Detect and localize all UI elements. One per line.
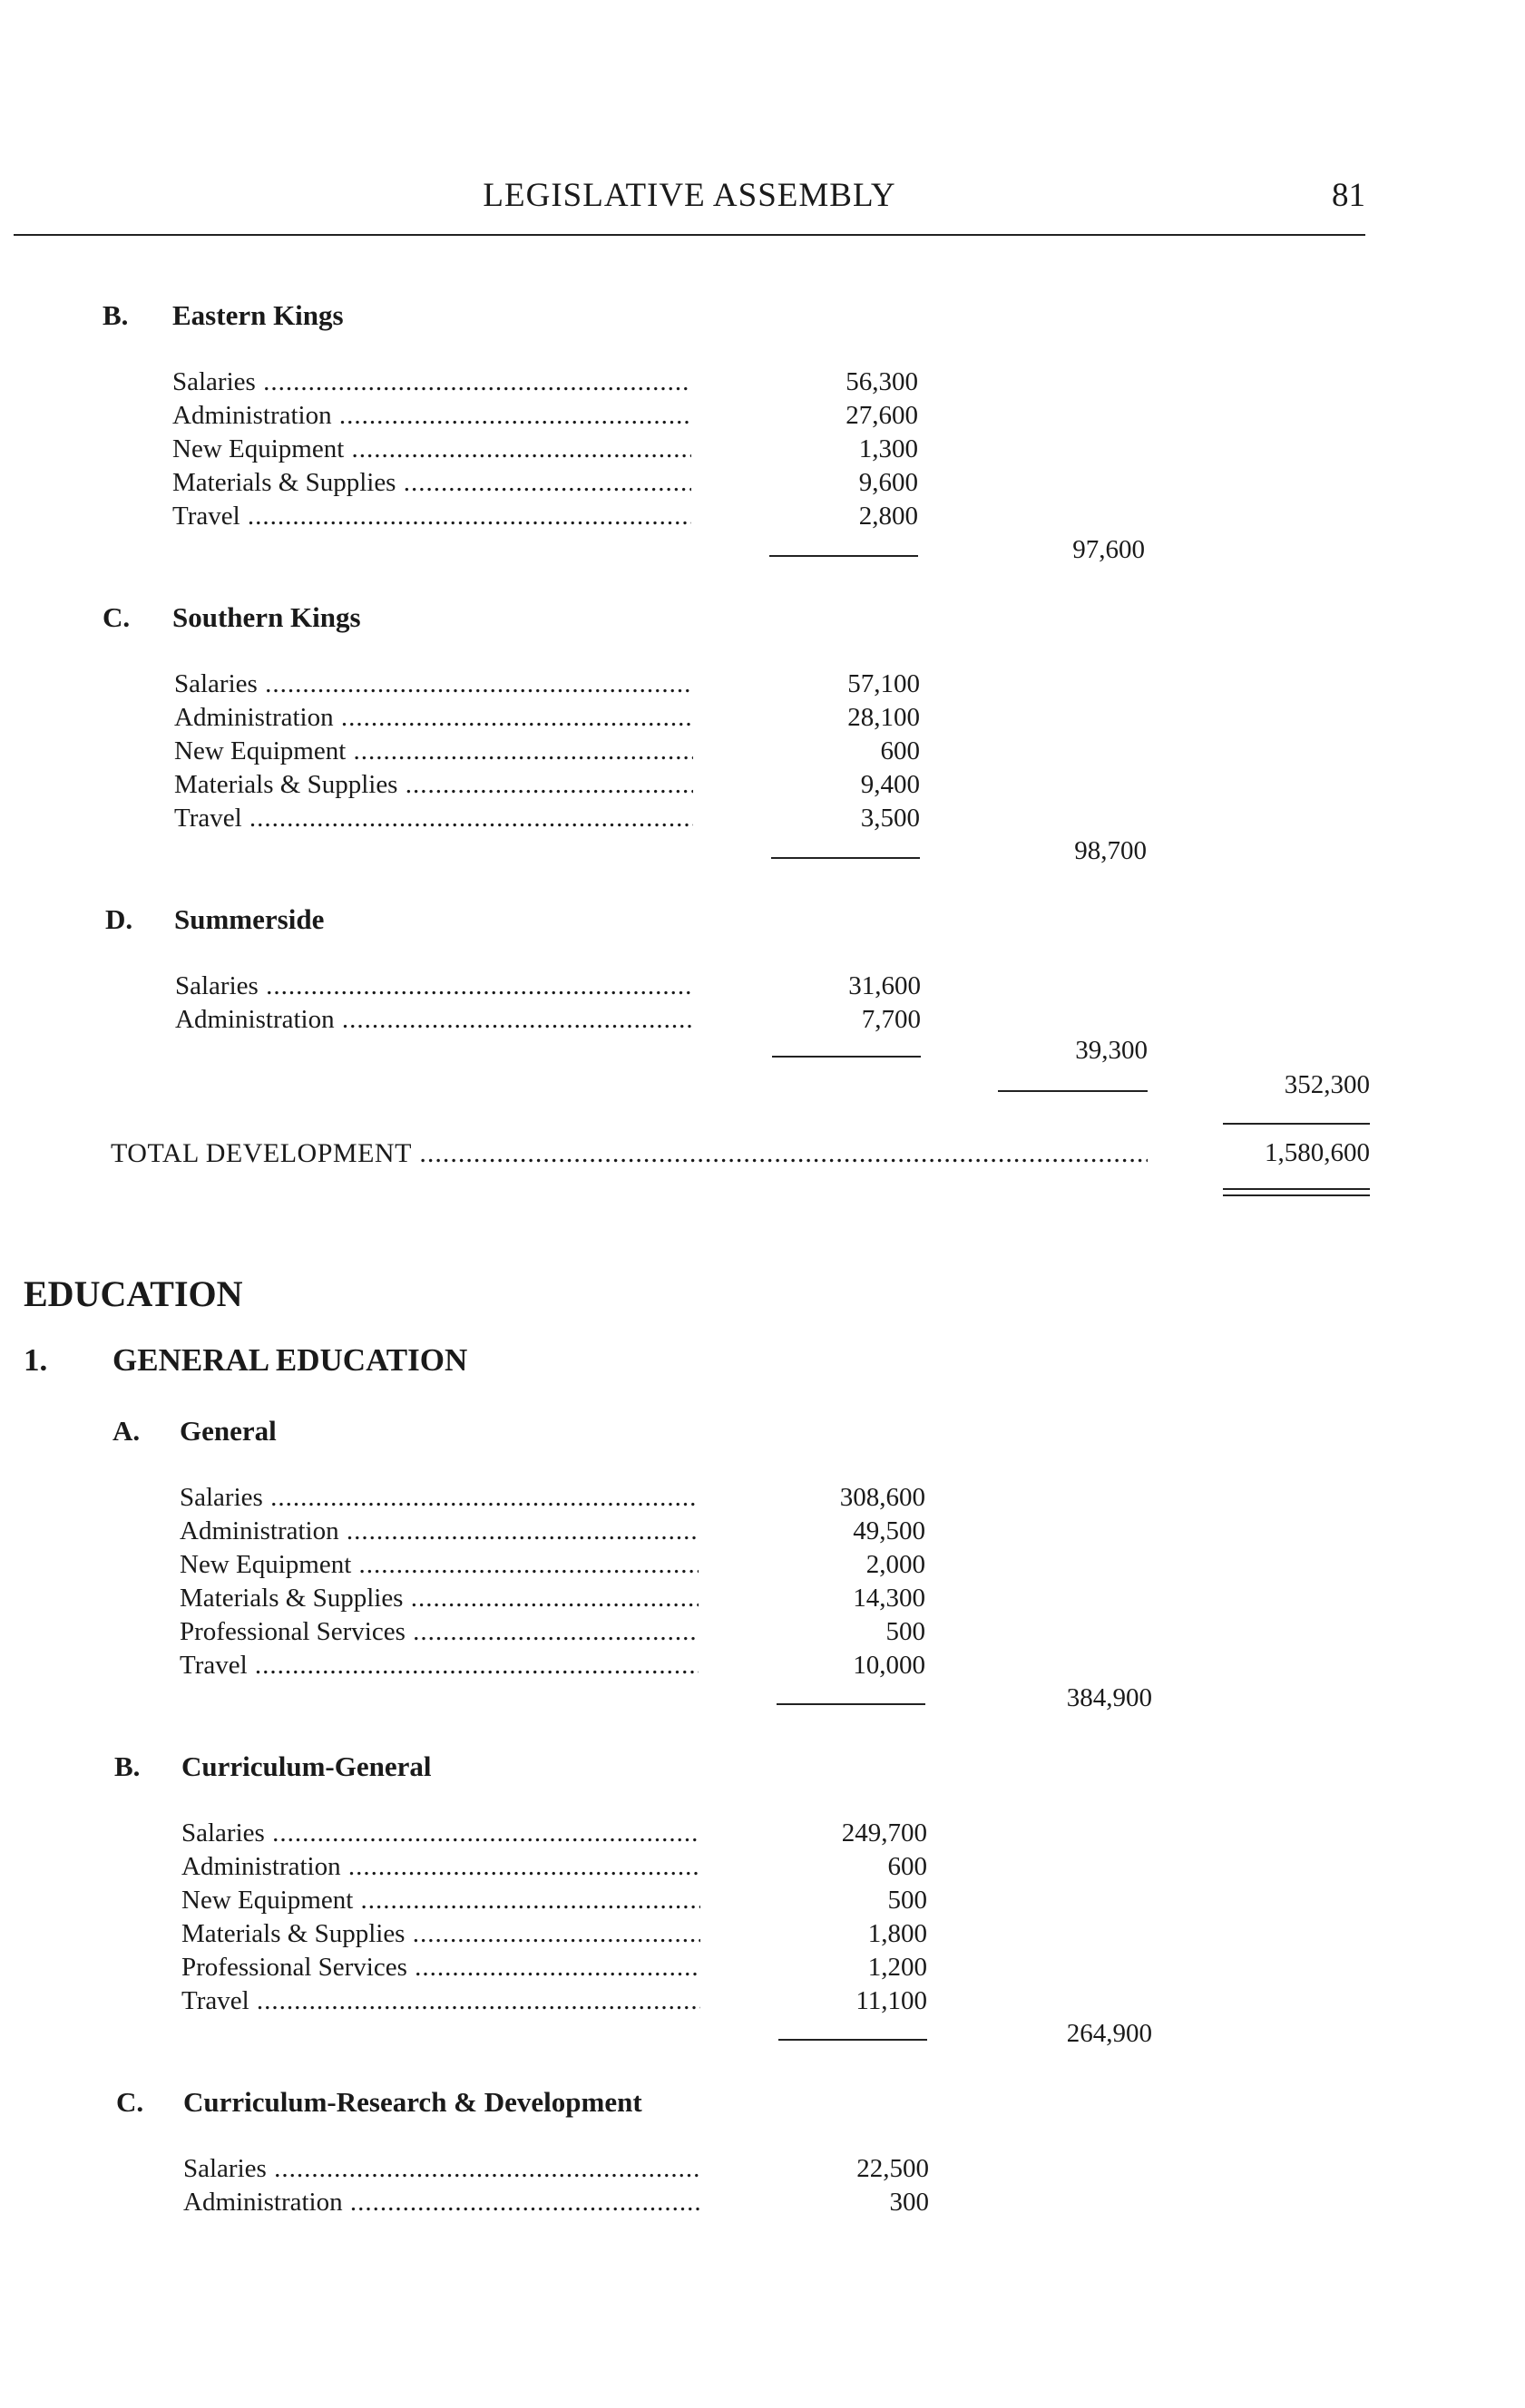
line-item-label: Salaries ..... [181, 1818, 700, 1848]
line-item-amount: 22,500 [856, 2154, 929, 2183]
line-item-amount: 300 [889, 2188, 929, 2217]
line-item-amount: 56,300 [846, 367, 918, 396]
line-item-label: Travel ..... [172, 502, 691, 531]
total-rule [1223, 1123, 1370, 1125]
line-item-amount: 9,400 [860, 770, 920, 799]
line-item-amount: 11,100 [855, 1986, 927, 2015]
line-item-label: Administration ..... [180, 1516, 699, 1546]
section-subtotal: 97,600 [1072, 535, 1145, 564]
section-subtotal: 98,700 [1074, 836, 1147, 865]
line-item-label: Professional Services ..... [180, 1617, 699, 1647]
line-item-amount: 600 [880, 736, 920, 765]
line-item-label: Administration ..... [172, 401, 691, 431]
line-item-amount: 1,300 [858, 434, 918, 463]
line-item-amount: 57,100 [847, 669, 920, 698]
total-development-amount: 1,580,600 [1265, 1138, 1370, 1167]
line-item-label: Salaries ..... [172, 367, 691, 397]
line-item-amount: 28,100 [847, 703, 920, 732]
line-item-amount: 249,700 [841, 1818, 927, 1847]
line-item-label: Administration ..... [174, 703, 693, 733]
line-item-amount: 27,600 [846, 401, 918, 430]
line-item-label: Materials & Supplies ..... [172, 468, 691, 498]
subtotal-rule [769, 555, 918, 557]
section-letter: C. [116, 2086, 144, 2118]
section-letter: B. [103, 299, 129, 331]
section-title: Eastern Kings [172, 299, 344, 331]
running-head [14, 172, 1365, 227]
line-item-label: Administration ..... [183, 2188, 702, 2218]
line-item-amount: 14,300 [853, 1584, 925, 1613]
line-item-label: Administration ..... [175, 1005, 694, 1035]
section-subtotal: 39,300 [1075, 1036, 1148, 1065]
division-title: GENERAL EDUCATION [112, 1342, 468, 1378]
section-letter: B. [114, 1750, 141, 1782]
section-letter: D. [105, 903, 133, 935]
line-item-label: Materials & Supplies ..... [181, 1919, 700, 1949]
line-item-label: Materials & Supplies ..... [174, 770, 693, 800]
line-item-label: Travel ..... [174, 804, 693, 834]
group-total-rule [998, 1090, 1148, 1092]
section-title: Curriculum-Research & Development [183, 2086, 642, 2118]
section-title: Curriculum-General [181, 1750, 432, 1782]
line-item-label: Materials & Supplies ..... [180, 1584, 699, 1613]
subtotal-rule [778, 2039, 927, 2041]
line-item-amount: 9,600 [858, 468, 918, 497]
section-title: Summerside [174, 903, 325, 935]
line-item-label: Salaries ..... [183, 2154, 702, 2184]
section-title: Southern Kings [172, 601, 361, 633]
line-item-label: Professional Services ..... [181, 1953, 700, 1983]
line-item-label: New Equipment ..... [180, 1550, 699, 1580]
line-item-amount: 500 [885, 1617, 925, 1646]
group-total: 352,300 [1284, 1070, 1370, 1099]
line-item-amount: 3,500 [860, 804, 920, 833]
line-item-label: Salaries ..... [180, 1483, 699, 1513]
section-title: General [180, 1415, 277, 1447]
page-number: 81 [1332, 177, 1365, 214]
page-header-title: LEGISLATIVE ASSEMBLY [483, 177, 896, 214]
line-item-amount: 2,000 [865, 1550, 925, 1579]
section-subtotal: 384,900 [1066, 1683, 1152, 1712]
line-item-label: Salaries ..... [174, 669, 693, 699]
division-number: 1. [24, 1342, 48, 1378]
line-item-amount: 1,200 [867, 1953, 927, 1982]
section-subtotal: 264,900 [1066, 2019, 1152, 2048]
subtotal-rule [777, 1703, 925, 1705]
line-item-amount: 500 [887, 1886, 927, 1915]
line-item-label: Travel ..... [180, 1651, 699, 1681]
line-item-amount: 10,000 [853, 1651, 925, 1680]
line-item-label: New Equipment ..... [181, 1886, 700, 1916]
section-letter: C. [103, 601, 131, 633]
line-item-amount: 308,600 [839, 1483, 925, 1512]
line-item-label: Administration ..... [181, 1852, 700, 1882]
line-item-amount: 2,800 [858, 502, 918, 531]
header-rule [14, 234, 1365, 236]
line-item-amount: 49,500 [853, 1516, 925, 1545]
total-development-label: TOTAL DEVELOPMENT ..... [111, 1138, 1148, 1169]
subtotal-rule [771, 857, 920, 859]
subtotal-rule [772, 1056, 921, 1058]
section-letter: A. [112, 1415, 141, 1447]
line-item-amount: 7,700 [861, 1005, 921, 1034]
total-double-rule [1223, 1188, 1370, 1196]
chapter-heading: EDUCATION [24, 1273, 243, 1314]
line-item-amount: 600 [887, 1852, 927, 1881]
line-item-label: New Equipment ..... [174, 736, 693, 766]
line-item-amount: 1,800 [867, 1919, 927, 1948]
line-item-label: Travel ..... [181, 1986, 700, 2016]
line-item-label: New Equipment ..... [172, 434, 691, 464]
line-item-label: Salaries ..... [175, 971, 694, 1001]
line-item-amount: 31,600 [848, 971, 921, 1000]
